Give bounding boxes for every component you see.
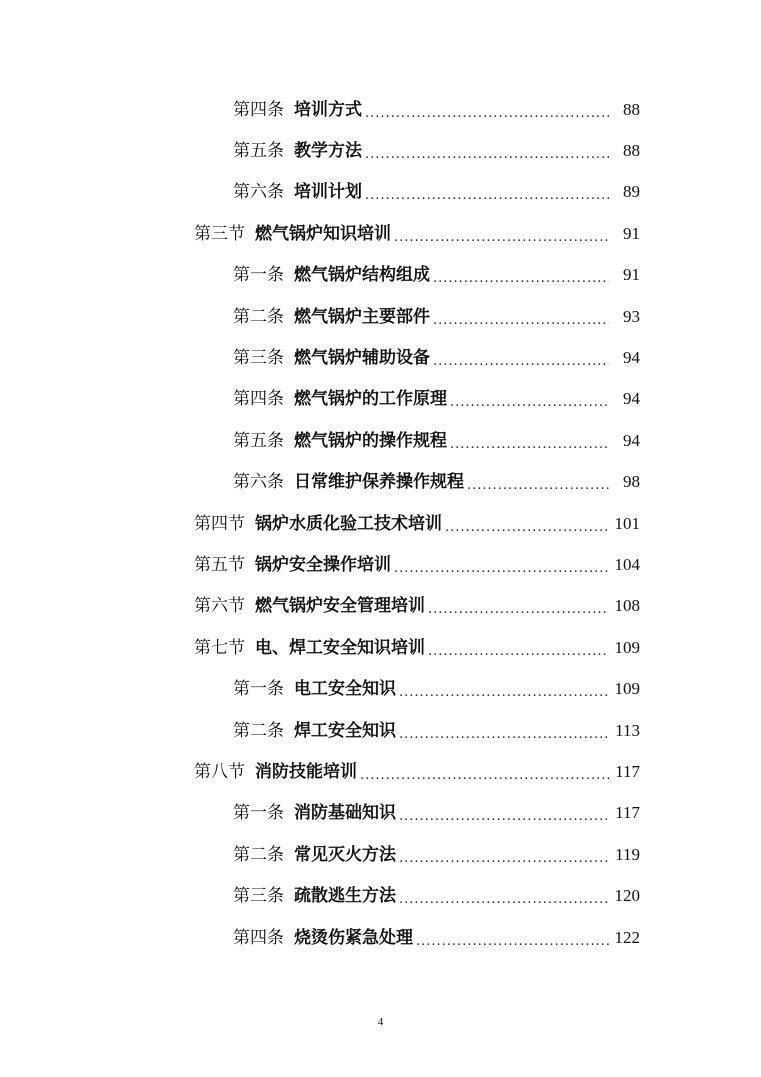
toc-entry[interactable] [0,172,761,213]
toc-entry[interactable] [0,213,761,254]
toc-entry-page: 108 [614,596,640,616]
toc-entry-page: 119 [615,844,640,864]
toc-entry-page: 94 [623,389,640,409]
dot-leader [433,268,609,290]
toc-entry-title: 烧烫伤紧急处理 [294,927,413,948]
toc-entry-title: 电工安全知识 [294,679,396,700]
dot-leader [433,310,609,332]
toc-entry-page: 94 [623,430,640,450]
toc-entry-page: 120 [614,886,640,906]
toc-entry[interactable] [0,668,761,709]
toc-entry-title: 培训方式 [294,99,362,120]
toc-entry-title: 燃气锅炉知识培训 [255,223,391,244]
dot-leader [433,351,609,373]
toc-entry-title: 教学方法 [294,141,362,162]
dot-leader [399,682,609,704]
toc-entry-title: 锅炉安全操作培训 [255,554,391,575]
toc-entry-title: 燃气锅炉的工作原理 [294,389,447,410]
dot-leader [399,724,609,746]
toc-entry-page: 91 [623,223,640,243]
toc-entry[interactable] [0,793,761,834]
toc-entry-label: 第一条 [233,265,284,286]
toc-entry[interactable] [0,296,761,337]
toc-entry-title: 疏散逃生方法 [294,886,396,907]
dot-leader [365,103,609,125]
dot-leader [399,889,609,911]
toc-entry-label: 第六条 [233,472,284,493]
toc-entry-label: 第四条 [233,99,284,120]
toc-entry-label: 第一条 [233,679,284,700]
toc-entry[interactable] [0,255,761,296]
toc-entry-title: 燃气锅炉的操作规程 [294,430,447,451]
toc-entry-title: 燃气锅炉主要部件 [294,306,430,327]
toc-entry-label: 第五条 [233,430,284,451]
toc-entry-title: 焊工安全知识 [294,720,396,741]
dot-leader [399,848,609,870]
dot-leader [365,144,609,166]
toc-entry-page: 104 [614,554,640,574]
toc-entry-label: 第八节 [194,761,245,782]
toc-entry[interactable] [0,917,761,958]
toc-entry-label: 第二条 [233,844,284,865]
toc-entry-page: 109 [614,637,640,657]
dot-leader [450,392,609,414]
toc-entry-label: 第七节 [194,637,245,658]
toc-entry-title: 消防基础知识 [294,803,396,824]
toc-entry-label: 第三节 [194,223,245,244]
toc-entry-label: 第四条 [233,389,284,410]
toc-entry-page: 101 [614,513,640,533]
dot-leader [450,434,609,456]
toc-entry-title: 消防技能培训 [255,761,357,782]
toc-entry-title: 锅炉水质化验工技术培训 [255,513,442,534]
toc-entry[interactable] [0,503,761,544]
toc-entry-title: 电、焊工安全知识培训 [255,637,425,658]
toc-entry[interactable] [0,420,761,461]
toc-entry[interactable] [0,875,761,916]
dot-leader [394,227,609,249]
toc-entry[interactable] [0,337,761,378]
toc-entry-title: 培训计划 [294,182,362,203]
toc-entry-page: 113 [615,720,640,740]
toc-entry-label: 第六节 [194,596,245,617]
toc-entry-label: 第六条 [233,182,284,203]
toc-entry-label: 第二条 [233,306,284,327]
table-of-contents [0,89,761,958]
toc-entry-title: 燃气锅炉辅助设备 [294,348,430,369]
toc-entry-page: 89 [623,182,640,202]
toc-entry-page: 117 [615,803,640,823]
page-number: 4 [377,1016,384,1028]
toc-entry-page: 94 [623,348,640,368]
toc-entry-page: 91 [623,265,640,285]
toc-entry-label: 第三条 [233,886,284,907]
toc-entry-label: 第一条 [233,803,284,824]
toc-entry[interactable] [0,627,761,668]
dot-leader [428,641,609,663]
toc-entry-label: 第三条 [233,348,284,369]
toc-entry[interactable] [0,586,761,627]
toc-entry-title: 燃气锅炉安全管理培训 [255,596,425,617]
dot-leader [445,517,609,539]
dot-leader [467,475,609,497]
toc-entry-title: 常见灭火方法 [294,844,396,865]
toc-entry-page: 109 [614,679,640,699]
toc-entry[interactable] [0,379,761,420]
toc-entry[interactable] [0,462,761,503]
dot-leader [365,185,609,207]
toc-entry-label: 第二条 [233,720,284,741]
toc-entry-page: 93 [623,306,640,326]
toc-entry[interactable] [0,710,761,751]
dot-leader [416,931,609,953]
dot-leader [394,558,609,580]
toc-entry-page: 117 [615,761,640,781]
toc-entry[interactable] [0,544,761,585]
toc-entry-label: 第五条 [233,141,284,162]
toc-entry-label: 第四节 [194,513,245,534]
toc-entry-page: 122 [614,927,640,947]
toc-entry[interactable] [0,751,761,792]
toc-entry-title: 日常维护保养操作规程 [294,472,464,493]
dot-leader [428,599,609,621]
dot-leader [399,806,609,828]
toc-entry-label: 第五节 [194,554,245,575]
toc-entry-label: 第四条 [233,927,284,948]
toc-entry[interactable] [0,834,761,875]
toc-entry-page: 98 [623,472,640,492]
toc-entry-page: 88 [623,141,640,161]
toc-entry[interactable] [0,130,761,171]
dot-leader [360,765,609,787]
toc-entry-title: 燃气锅炉结构组成 [294,265,430,286]
toc-entry[interactable] [0,89,761,130]
toc-entry-page: 88 [623,99,640,119]
